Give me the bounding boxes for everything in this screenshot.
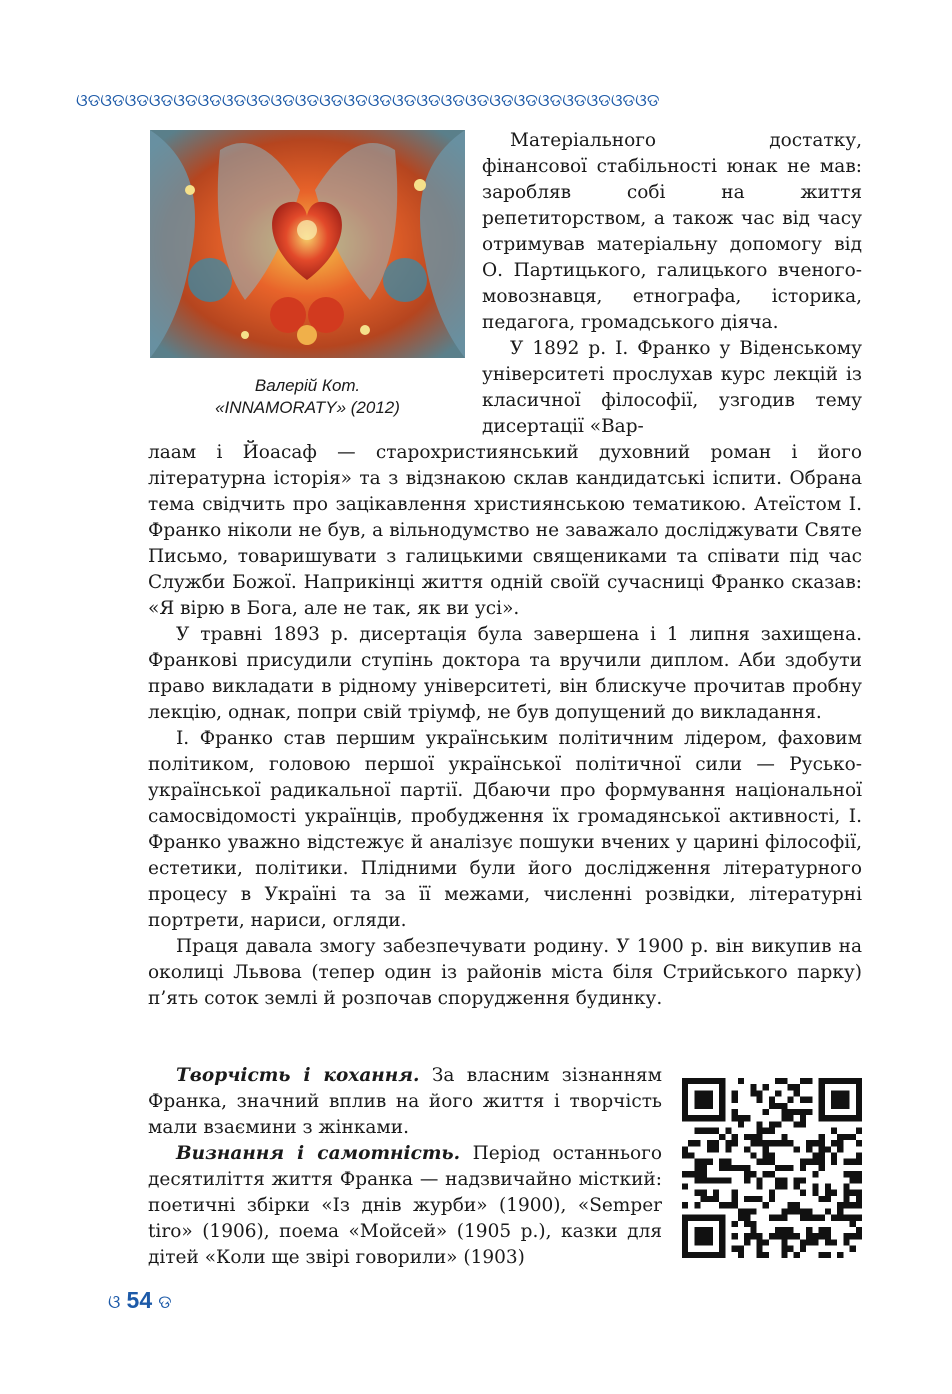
main-text — [148, 440, 862, 1012]
paragraph-dissertation-topic: лаам і Йоасаф — старохристиянський духовний роман і його літературна історія» та з відзнакою склав кандидатські іспити. Обрана тема свідчить про зацікавлення християнською тематикою. Атеїстом І. Франко ніколи не був, а вільнодумство не заважало досліджувати Святе Письмо, товаришувати з галицькими священиками та співати під час Служби Божої. Наприкінці життя одній своїй сучасниці Франко сказав: «Я вірю в Бога, але не так, як ви усі». — [148, 442, 862, 619]
painting-art — [150, 130, 465, 358]
page-ornament-right: ଡ — [158, 1292, 172, 1313]
painting-caption — [150, 375, 465, 419]
paragraph-love — [148, 1063, 662, 1141]
caption-author: Валерій Кот. — [254, 376, 361, 395]
paragraph-politics: І. Франко став першим українським політичним лідером, фаховим політиком, головою першої української політичної сили — Русько-української радикальної партії. Дбаючи про формування національної самосвідомості українців, пробудження їх громадянської активності, І. Франко уважно відстежує й аналізує пошуки вчених у царині філософії, естетики, політики. Плідними були його дослідження літературного процесу в Україні та за її межами, численні розвідки, літературні портрети, нариси, огляди. — [148, 728, 862, 931]
header-ornament: ଓଡଓଡଓଡଓଡଓଡଓଡଓଡଓଡଓଡଓଡଓଡଓଡଓଡଓଡଓଡଓଡଓଡଓଡଓଡଓଡଓଡଓଡଓଡଓଡ — [76, 91, 660, 111]
qr-modules — [682, 1078, 862, 1258]
text-fame: Період останнього десятиліття життя Франка — надзвичайно місткий: поетичні збірки «Із днів журби» (1900), «Semper tiro» (1906), поема «Мойсей» (1905 р.), казки для дітей «Коли ще звірі говорили» (1903) — [148, 1143, 662, 1268]
paragraph-fame — [148, 1141, 662, 1271]
heading-fame: Визнання і самотність. — [176, 1143, 461, 1164]
qr-code[interactable] — [682, 1078, 862, 1258]
paragraph-house: Праця давала змогу забезпечувати родину. У 1900 р. він викупив на околиці Львова (тепер один із районів міста біля Стрийського парку) п’ять соток землі й розпочав спорудження будинку. — [148, 936, 862, 1009]
paragraph-defense: У травні 1893 р. дисертація була завершена і 1 липня захищена. Франкові присудили ступінь доктора та вручили диплом. Аби здобути право викладати в рідному університеті, він блискуче прочитав пробну лекцію, однак, попри свій тріумф, не був допущений до викладання. — [148, 624, 862, 723]
bottom-text — [148, 1063, 662, 1271]
heading-love: Творчість і кохання. — [176, 1065, 420, 1086]
paragraph-income: Матеріального достатку, фінансової стабільності юнак не мав: заробляв собі на життя репетиторством, а також час від часу отримував матеріальну допомогу від О. Партицького, галицького вченого-мовознавця, етнографа, історика, педагога, громадського діяча. — [482, 130, 862, 333]
caption-title: «INNAMORATY» (2012) — [215, 398, 400, 417]
paragraph-vienna: У 1892 р. І. Франко у Віденському університеті прослухав курс лекцій із класичної філософії, узгодив тему дисертації «Вар- — [482, 338, 862, 437]
text-love: За власним зізнанням Франка, значний вплив на його життя і творчість мали взаємини з жінками. — [148, 1065, 662, 1138]
page-number-value: 54 — [126, 1287, 153, 1313]
painting-image — [150, 130, 465, 358]
page-ornament-left: ଓ — [108, 1292, 121, 1313]
page-number — [108, 1286, 172, 1317]
right-column-text — [482, 128, 862, 440]
